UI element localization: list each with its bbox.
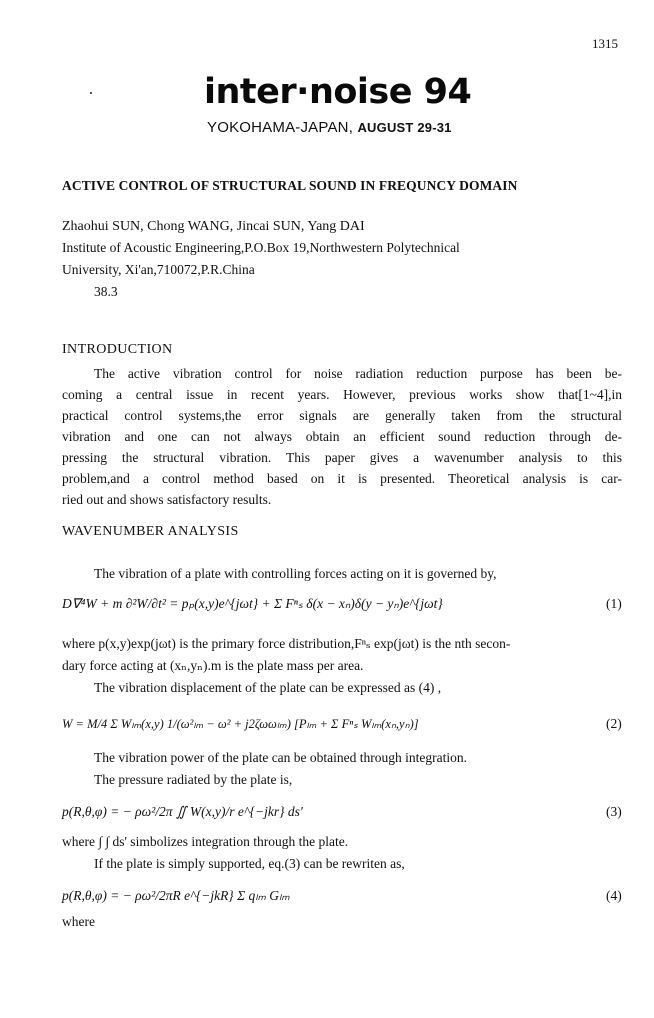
page-number: 1315 <box>592 36 618 51</box>
power-line: The vibration power of the plate can be obtained through integration. <box>94 750 468 765</box>
equation-3-number: (3) <box>606 804 622 819</box>
conference-dates: AUGUST 29-31 <box>357 120 452 135</box>
pressure-intro: The pressure radiated by the plate is, <box>94 772 293 787</box>
conference-logo: inter·noise 94 <box>204 72 472 112</box>
intro-line: coming a central issue in recent years. However, previous works show that[1~4],in <box>62 387 622 402</box>
intro-line: practical control systems,the error signals are generally taken from the structural <box>62 408 622 423</box>
speck <box>90 92 92 94</box>
equation-1: D∇⁴W + m ∂²W/∂t² = pₚ(x,y)e^{jωt} + Σ Fⁿₛ δ(x − xₙ)δ(y − yₙ)e^{jωt} <box>62 596 443 611</box>
equation-1-number: (1) <box>606 596 622 611</box>
governing-intro: The vibration of a plate with controlling forces acting on it is governed by, <box>94 566 497 581</box>
paper-title: ACTIVE CONTROL OF STRUCTURAL SOUND IN FREQUNCY DOMAIN <box>62 178 518 193</box>
conference-location <box>207 119 452 136</box>
authors: Zhaohui SUN, Chong WANG, Jincai SUN, Yang DAI <box>62 219 365 234</box>
introduction-heading: INTRODUCTION <box>62 342 173 357</box>
simply-supported-line: If the plate is simply supported, eq.(3) can be rewriten as, <box>94 856 405 871</box>
intro-line: problem,and a control method based on it is presented. Theoretical analysis is car- <box>62 471 622 486</box>
intro-line: vibration and one can not always obtain an efficient sound reduction through de- <box>62 429 622 444</box>
introduction-paragraph <box>62 363 622 510</box>
affiliation-line-1: Institute of Acoustic Engineering,P.O.Box 19,Northwestern Polytechnical <box>62 240 460 255</box>
equation-4: p(R,θ,φ) = − ρω²/2πR e^{−jkR} Σ qₗₘ Gₗₘ <box>62 888 290 903</box>
intro-line: pressing the structural vibration. This paper gives a wavenumber analysis to this <box>62 450 622 465</box>
intro-line: The active vibration control for noise radiation reduction purpose has been be- <box>94 366 622 381</box>
displacement-intro: The vibration displacement of the plate can be expressed as (4) , <box>94 680 442 695</box>
equation-2: W = M/4 Σ Wₗₘ(x,y) 1/(ω²ₗₘ − ω² + j2ζωωₗₘ) [Pₗₘ + Σ Fⁿₛ Wₗₘ(xₙ,yₙ)] <box>62 717 419 731</box>
session-code: 38.3 <box>94 284 118 299</box>
integral-note: where ∫ ∫ ds' simbolizes integration through the plate. <box>62 834 349 849</box>
conference-place: YOKOHAMA-JAPAN, <box>207 119 358 136</box>
where-line-2: dary force acting at (xₙ,yₙ).m is the plate mass per area. <box>62 658 364 673</box>
equation-4-number: (4) <box>606 888 622 903</box>
intro-line: ried out and shows satisfactory results. <box>62 492 272 507</box>
wavenumber-heading: WAVENUMBER ANALYSIS <box>62 524 239 539</box>
where-line-1: where p(x,y)exp(jωt) is the primary force distribution,Fⁿₛ exp(jωt) is the nth secon- <box>62 636 511 651</box>
equation-3: p(R,θ,φ) = − ρω²/2π ∬ W(x,y)/r e^{−jkr} ds' <box>62 804 303 819</box>
affiliation-line-2: University, Xi'an,710072,P.R.China <box>62 262 255 277</box>
where-final: where <box>62 914 95 929</box>
equation-2-number: (2) <box>606 716 622 731</box>
